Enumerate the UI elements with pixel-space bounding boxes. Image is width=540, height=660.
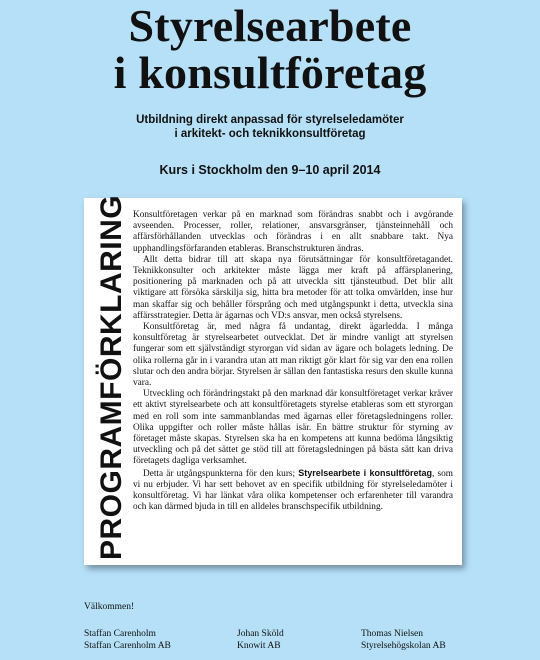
document-subtitle bbox=[0, 113, 540, 141]
course-info: Kurs i Stockholm den 9–10 april 2014 bbox=[159, 163, 381, 177]
signer-name: Johan Sköld bbox=[237, 629, 284, 639]
program-paragraph-1: Konsultföretagen verkar på en marknad som förändras snabbt och i avgörande avseenden. Processer, roller, relationer, ansvarsgränser, tjänsteinnehåll och affärsförhållanden utvecklas och förändras i en allt snabbare takt. Nya upphandlingsförfaranden etableras. Branschstrukturen ändras. bbox=[133, 210, 453, 254]
signer-3 bbox=[361, 628, 446, 652]
course-name-highlight: Styrelsearbete i konsultföretag bbox=[298, 467, 432, 478]
program-paragraph-5 bbox=[133, 468, 453, 514]
program-paragraph-3: Konsultföretag är, med några få undantag, direkt ägarledda. I många konsultföretag är styrelsearbetet outvecklat. Det är mindre vanligt att styrelsen fungerar som ett självständigt styrorgan vid sidan av ägare och bolagets ledning. De olika rollerna går in i varandra utan att man riktigt gör klart för sig var den ena rollen slutar och den andra börjar. Styrelsen är sällan den fantastiska resurs den skulle kunna vara. bbox=[133, 322, 453, 389]
signer-company: Styrelsehögskolan AB bbox=[361, 641, 446, 651]
signer-company: Staffan Carenholm AB bbox=[84, 641, 171, 651]
program-paragraph-2: Allt detta bidrar till att skapa nya förutsättningar för konsultföretagandet. Teknikkonsulter och arkitekter måste lägga mer kraft på affärsplanering, positionering på marknaden och på att utveckla sitt tjänsteutbud. Det blir allt viktigare att försöka särskilja sig, hitta bra metoder för att tolka omvärlden, inse hur man skaffar sig och behåller försprång och med utgångspunkt i detta, utveckla sina affärsstrategier. Detta är ägarnas och VD:s ansvar, men också styrelsens. bbox=[133, 254, 453, 321]
signer-name: Thomas Nielsen bbox=[361, 629, 424, 639]
signer-1 bbox=[84, 628, 171, 652]
signer-company: Knowit AB bbox=[237, 641, 281, 651]
title-line-1: Styrelsearbete bbox=[128, 0, 412, 51]
document-title bbox=[0, 0, 540, 96]
welcome-text: Välkommen! bbox=[84, 602, 135, 612]
paragraph-5-text-before: Detta är utgångspunkterna för den kurs; bbox=[143, 468, 299, 479]
program-heading: PROGRAMFÖRKLARING bbox=[95, 194, 128, 560]
program-body bbox=[133, 210, 453, 513]
subtitle-line-2: i arkitekt- och teknikkonsultföretag bbox=[174, 128, 366, 140]
program-paragraph-4: Utveckling och förändringstakt på den marknad där konsultföretaget verkar kräver ett aktivt styrelsearbete och att konsultföretagets styrelse etableras som ett styrorgan med en roll som inte sammanblandas med ägarnas eller företagsledningens roller. Olika uppgifter och roller måste hållas isär. En bättre struktur för styrning av företaget måste skapas. Styrelsen ska ha en kompetens att kunna bedöma långsiktig utveckling och på det sättet ge stöd till att företagsledningen på bästa sätt kan driva företagets dagliga verksamhet. bbox=[133, 389, 453, 467]
paragraph-5-text-after: , som vi nu erbjuder. Vi har sett behovet av en specifik utbildning för styrelseledamöter i konsultföretag. Vi har länkat våra olika kompetenser och erfarenheter till varandra och kan därmed bjuda in till en alldeles branschspecifik utbildning. bbox=[133, 468, 453, 513]
signer-2 bbox=[237, 628, 284, 652]
signer-name: Staffan Carenholm bbox=[84, 629, 156, 639]
title-line-2: i konsultföretag bbox=[113, 47, 427, 98]
subtitle-line-1: Utbildning direkt anpassad för styrelseledamöter bbox=[136, 114, 404, 126]
